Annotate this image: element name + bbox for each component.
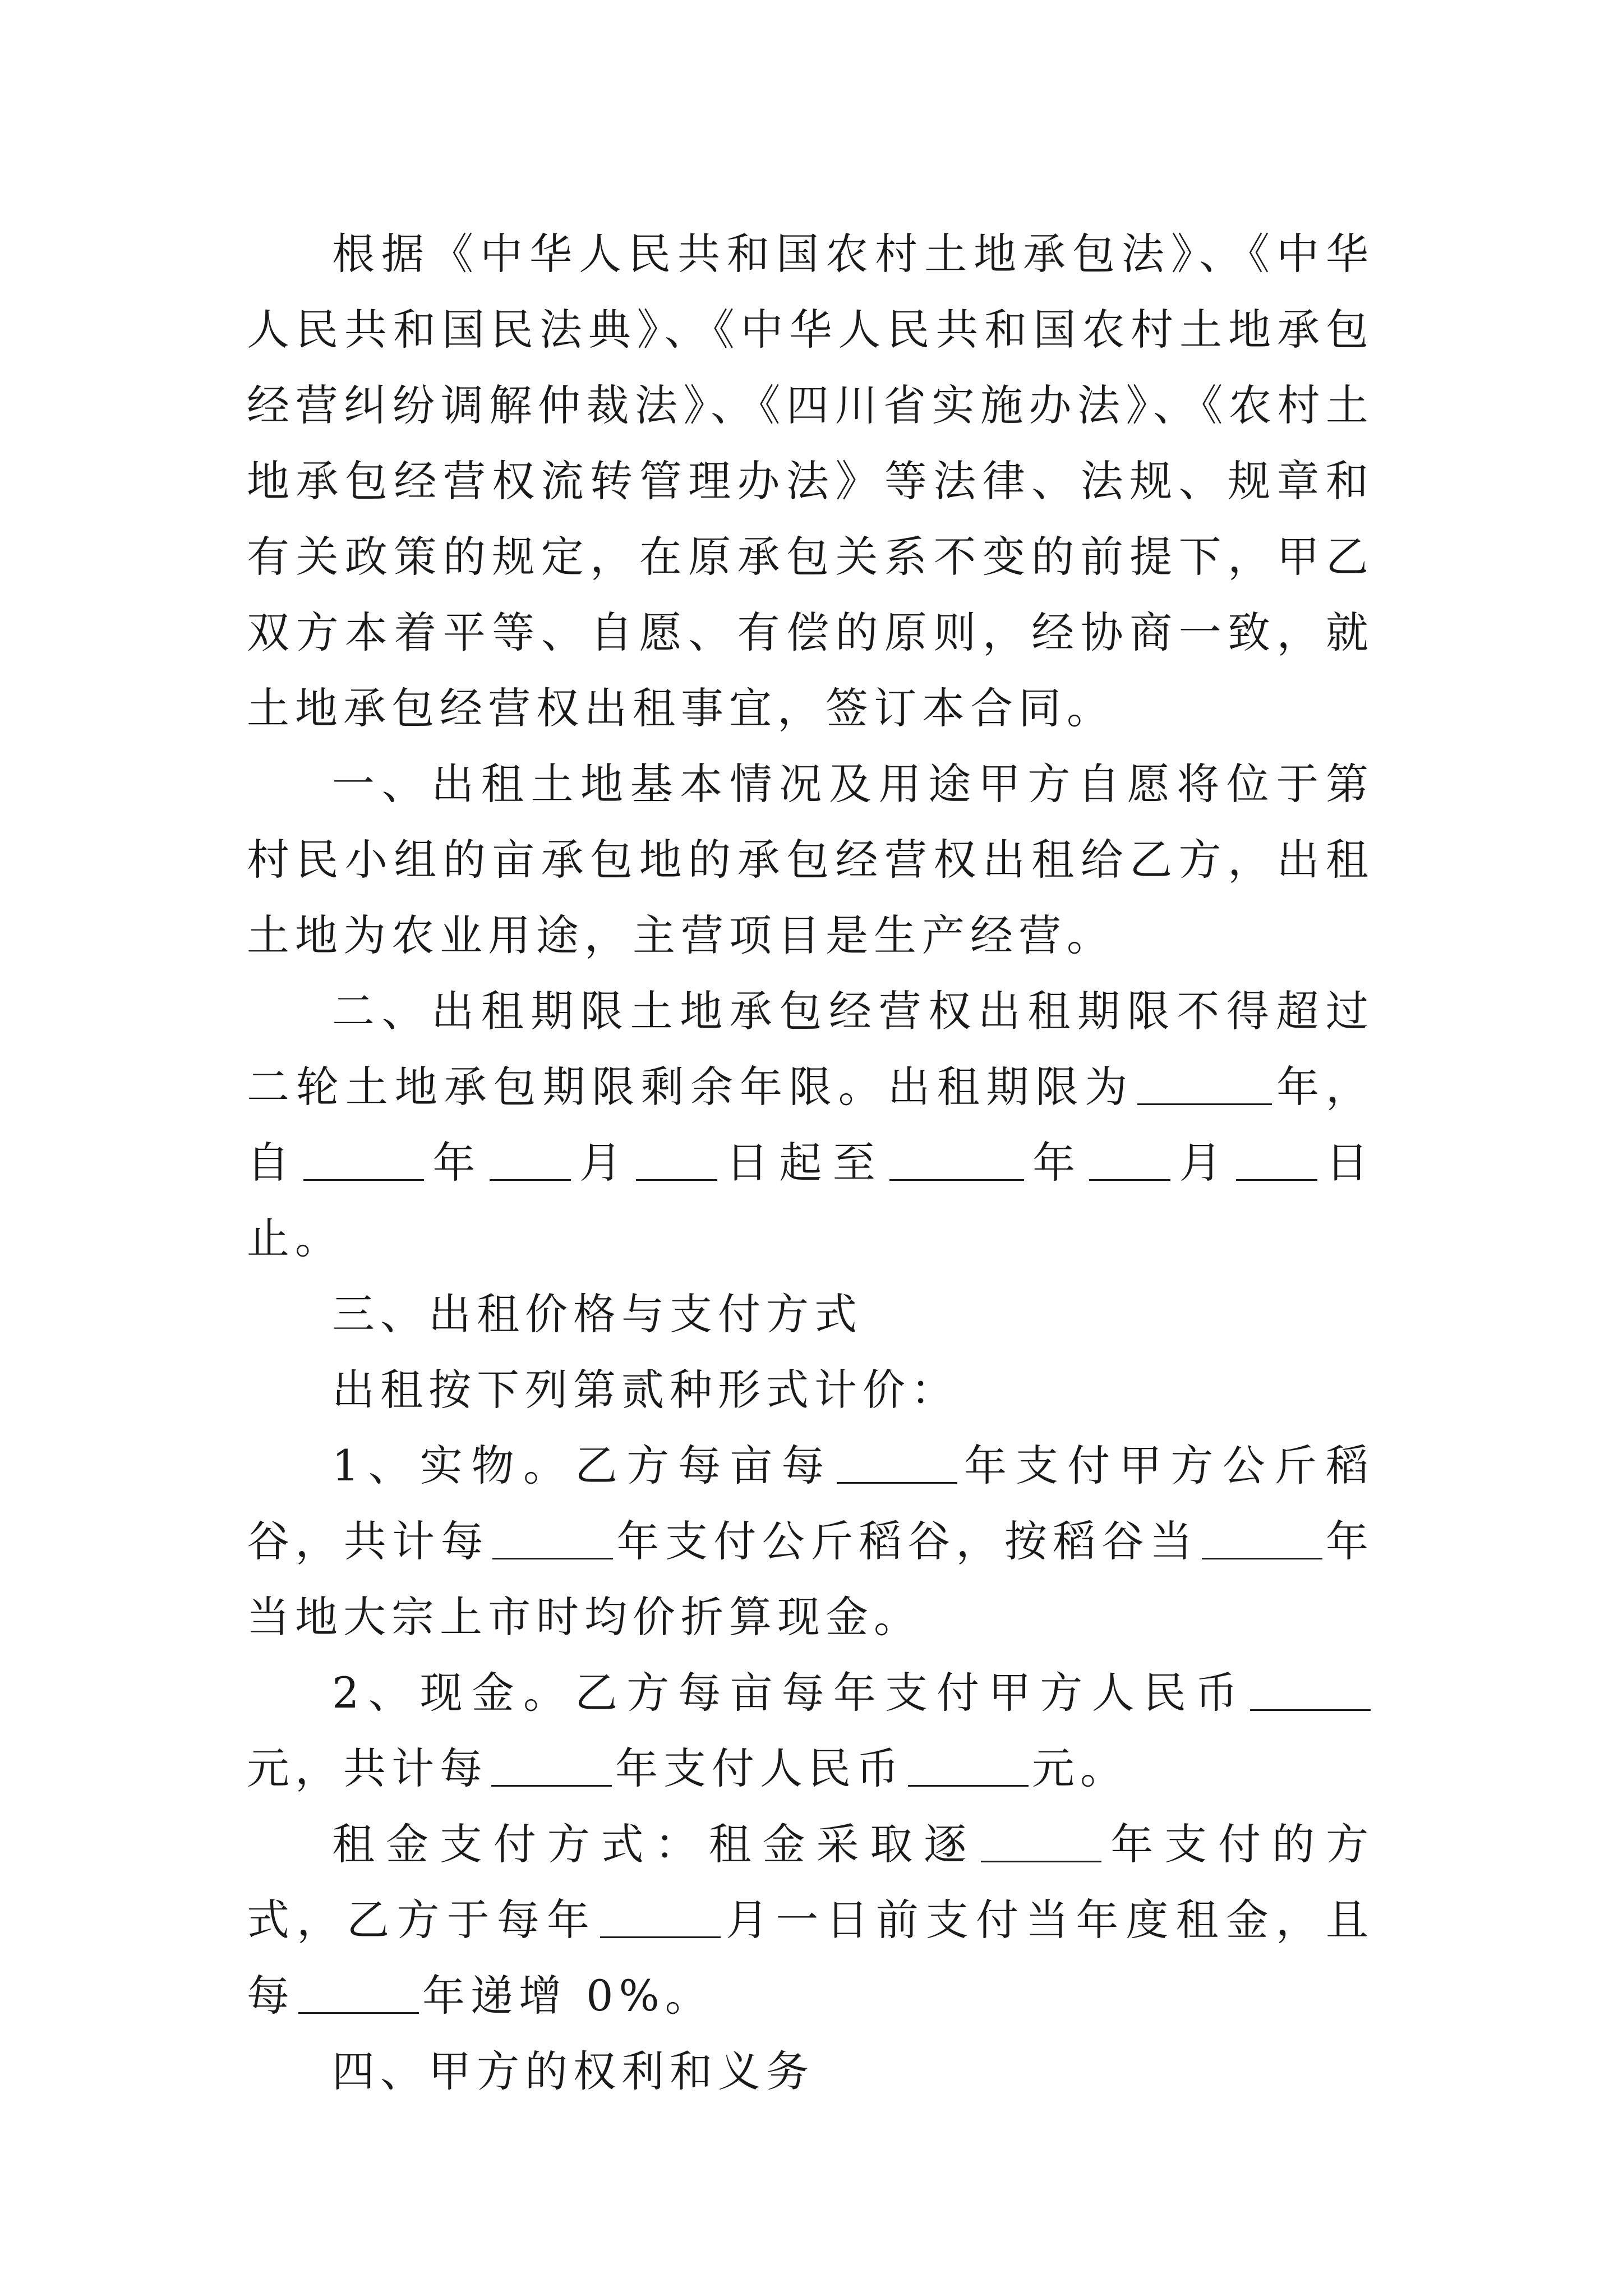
blank-line (1250, 1667, 1371, 1711)
text-run: 年支付甲方公斤稻谷，共计每 (247, 1441, 1375, 1566)
text-run: 1、实物。乙方每亩每 (332, 1441, 833, 1490)
text-run: 年 (1027, 1138, 1086, 1188)
text-run: 年支付人民币 (615, 1743, 905, 1793)
rent-payment-method (247, 1806, 1374, 2033)
preamble-paragraph: 根据《中华人民共和国农村土地承包法》、《中华人民共和国民法典》、《中华人民共和国农村土地承包经营纠纷调解仲裁法》、《四川省实施办法》、《农村土地承包经营权流转管理办法》等法律、法规、规章和有关政策的规定，在原承包关系不变的前提下，甲乙双方本着平等、自愿、有偿的原则，经协商一致，就土地承包经营权出租事宜，签订本合同。 (247, 229, 1374, 733)
text-run: 年 (427, 1138, 486, 1188)
text-run: 年支付公斤稻谷，按稻谷当 (616, 1516, 1198, 1566)
text-run: 元。 (1032, 1743, 1128, 1793)
blank-line (981, 1818, 1101, 1862)
text-run: 日止。 (247, 1138, 1375, 1263)
section-2-lease-term (247, 973, 1374, 1276)
contract-body (247, 216, 1374, 2109)
blank-line (636, 1137, 717, 1181)
section-1-land-info: 一、出租土地基本情况及用途甲方自愿将位于第村民小组的亩承包地的承包经营权出租给乙方，出租土地为农业用途，主营项目是生产经营。 (247, 759, 1374, 960)
text-run: 月 (574, 1138, 633, 1188)
blank-line (1137, 1061, 1272, 1105)
blank-line (908, 1742, 1029, 1787)
text-run: 租金支付方式：租金采取逐 (332, 1819, 978, 1869)
blank-line (1236, 1137, 1317, 1181)
text-run: 月 (1174, 1138, 1233, 1188)
text-run: 二、出租期限土地承包经营权出租期限不得超过二轮土地承包期限剩余年限。出租期限为 (247, 986, 1374, 1112)
section-4-heading: 四、甲方的权利和义务 (332, 2046, 814, 2096)
blank-line (303, 1137, 424, 1181)
text-run: 2、现金。乙方每亩每年支付甲方人民币 (332, 1668, 1247, 1718)
blank-line (491, 1742, 612, 1787)
blank-line (490, 1137, 571, 1181)
pricing-in-kind (247, 1428, 1374, 1655)
text-run: 年当地大宗上市时均价折算现金。 (247, 1516, 1375, 1642)
text-run: 年，自 (247, 1062, 1375, 1188)
blank-line (837, 1439, 957, 1484)
blank-line (1089, 1137, 1170, 1181)
blank-line (889, 1137, 1024, 1181)
pricing-form-line: 出租按下列第贰种形式计价： (332, 1365, 959, 1415)
text-run: 年支付的方式，乙方于每年 (247, 1819, 1375, 1945)
text-run: 元，共计每 (247, 1743, 488, 1793)
blank-line (298, 1970, 419, 2014)
text-run: 日起至 (721, 1138, 886, 1188)
pricing-in-cash (247, 1655, 1374, 1806)
section-3-heading: 三、出租价格与支付方式 (332, 1289, 863, 1339)
text-run: 月一日前支付当年度租金，且每 (247, 1895, 1375, 2021)
text-run: 年递增 0%。 (422, 1971, 713, 2021)
blank-line (1202, 1515, 1322, 1559)
blank-line (492, 1515, 613, 1559)
blank-line (600, 1894, 721, 1938)
